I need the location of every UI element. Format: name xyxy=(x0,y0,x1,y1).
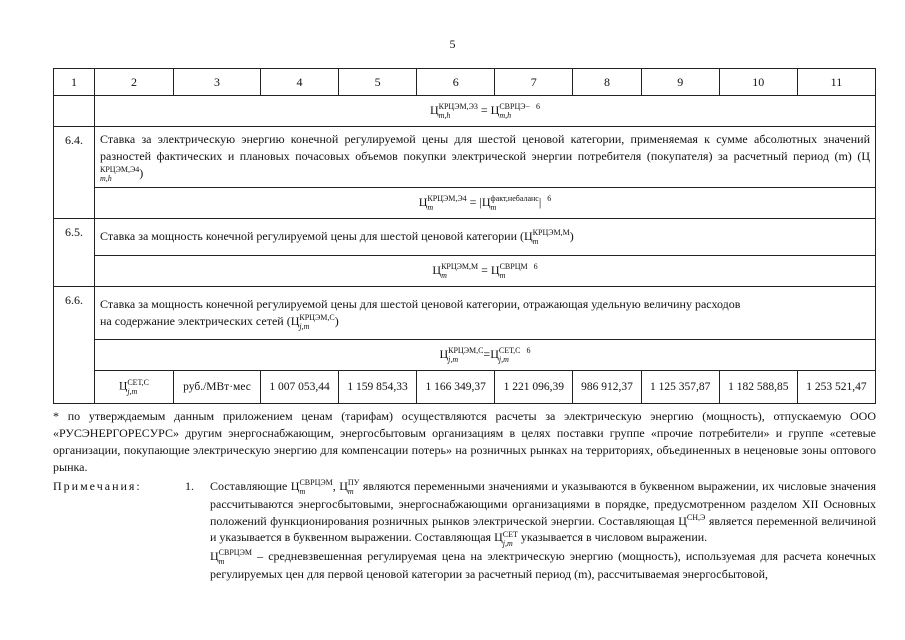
tariff-table xyxy=(53,68,876,404)
col-header: 8 xyxy=(573,69,641,96)
value-unit: руб./МВт·мес xyxy=(174,371,261,404)
page-number: 5 xyxy=(449,37,456,51)
col-header: 4 xyxy=(261,69,339,96)
col-header: 7 xyxy=(495,69,573,96)
value-cell: 1 159 854,33 xyxy=(339,371,417,404)
table-row xyxy=(54,96,876,127)
value-cell: 1 007 053,44 xyxy=(261,371,339,404)
table-header-row xyxy=(54,69,876,96)
notes-number: 1. xyxy=(185,479,194,493)
value-cell: 1 221 096,39 xyxy=(495,371,573,404)
row-number: 6.6. xyxy=(54,287,95,404)
formula-cell: Ц КРЦЭМ,С j,m =Ц СЕТ,С j,m $^6$ xyxy=(95,340,876,371)
col-header: 6 xyxy=(417,69,495,96)
value-cell: 1 125 357,87 xyxy=(641,371,719,404)
values-row xyxy=(54,371,876,404)
row-description: Ставка за электрическую энергию конечной регулируемой цены для шестой ценовой категории, применяемая к сумме абсолютных значений разностей фактических и плановых почасовых объемов покупки электрической энергии потребителя (покупателя) за расчетный период (m) (Ц КРЦЭМ,Э4 m,h ) xyxy=(95,127,876,188)
col-header: 10 xyxy=(719,69,797,96)
notes-body xyxy=(210,478,876,582)
notes-label: Примечания: xyxy=(53,479,142,493)
value-cell: 986 912,37 xyxy=(573,371,641,404)
col-header: 3 xyxy=(174,69,261,96)
value-cell: 1 182 588,85 xyxy=(719,371,797,404)
table-row xyxy=(54,256,876,287)
formula-cell: Ц КРЦЭМ,М m = Ц СВРЦМ m $^6$ xyxy=(95,256,876,287)
footnote: * по утверждаемым данным приложением ценам (тарифам) осуществляются расчеты за электрическую энергию (мощность), отпускаемую ООО «РУСЭНЕРГОРЕСУРС» другим энергоснабжающим, энергосбытовым организациям в целях поставки группе «прочие потребители» и группе «сетевые организации, покупающие электрическую энергию для компенсации потерь» на розничных рынках на территориях, объединенных в неценовые зоны оптового рынка. xyxy=(53,409,876,474)
col-header: 2 xyxy=(95,69,174,96)
table-row xyxy=(54,188,876,219)
row-number: 6.5. xyxy=(54,219,95,287)
col-header: 5 xyxy=(339,69,417,96)
row-description: Ставка за мощность конечной регулируемой цены для шестой ценовой категории, отражающая удельную величину расходов на содержание электрических сетей (Ц КРЦЭМ,С j,m ) xyxy=(95,287,876,340)
col-header: 1 xyxy=(54,69,95,96)
note-paragraph: Составляющие Ц СВРЦЭМ m , Ц ПУ m являются переменными значениями и указываются в буквенном выражении, их числовые значения рассчитываются энергосбытовыми, энергоснабжающими организациями в порядке, предусмотренном разделом XII Основных положений функционирования розничных рынков электрической энергии. Составляющая $Ц^{СН,Э}$ является переменной величиной и указывается в буквенном выражении. Составляющая Ц СЕТ j,m указывается в числовом выражении. xyxy=(210,478,877,548)
row-number: 6.4. xyxy=(54,127,95,219)
note-paragraph: Ц СВРЦЭМ m – средневзвешенная регулируемая цена на электрическую энергию (мощность), используемая для расчета конечных регулируемых цен для первой ценовой категории за расчетный период (m), рассчитываемая энергосбытовой, xyxy=(210,547,876,581)
value-symbol: Ц СЕТ,С j,m xyxy=(95,371,174,404)
table-row xyxy=(54,219,876,256)
value-cell: 1 253 521,47 xyxy=(797,371,875,404)
value-cell: 1 166 349,37 xyxy=(417,371,495,404)
col-header: 11 xyxy=(797,69,875,96)
table-row xyxy=(54,127,876,188)
formula-cell: Ц КРЦЭМ,Э3 m,h = Ц СВРЦЭ− m,h $^6$ xyxy=(95,96,876,127)
table-row xyxy=(54,340,876,371)
table-row xyxy=(54,287,876,340)
formula-cell: Ц КРЦЭМ,Э4 m = |Ц факт,небаланс m | $^6$ xyxy=(95,188,876,219)
row-description: Ставка за мощность конечной регулируемой цены для шестой ценовой категории (Ц КРЦЭМ,М m ) xyxy=(95,219,876,256)
col-header: 9 xyxy=(641,69,719,96)
